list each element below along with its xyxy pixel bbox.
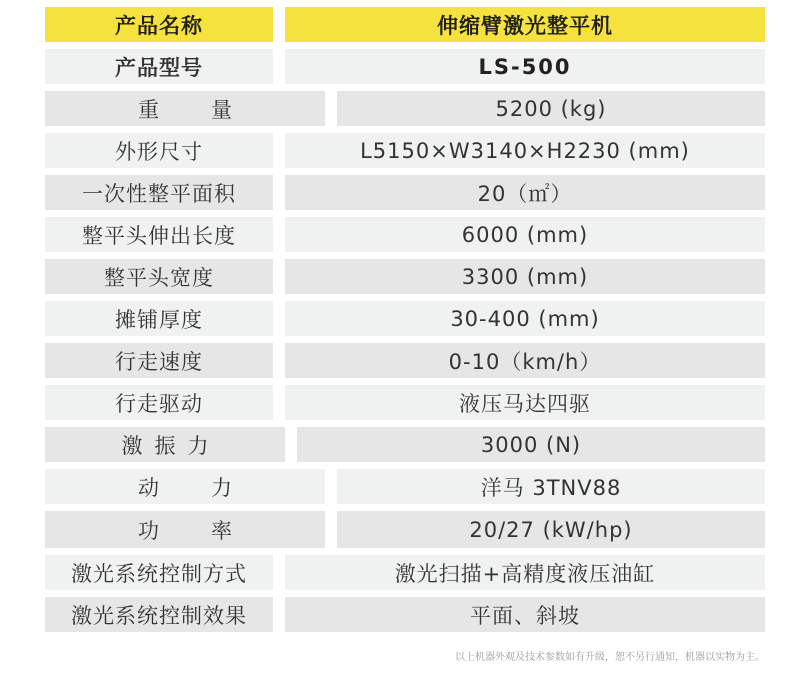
header-label-cell: 产品名称 [45,7,273,42]
spec-value-paving-thickness: 30-400 (mm) [285,301,765,336]
table-row [45,49,765,84]
header-value-cell: 伸缩臂激光整平机 [285,7,765,42]
table-row [45,175,765,210]
spec-value-laser-control-effect: 平面、斜坡 [285,597,765,632]
spec-label-leveling-area: 一次性整平面积 [45,175,273,210]
table-row [45,555,765,590]
spec-label-paving-thickness: 摊铺厚度 [45,301,273,336]
spec-value-leveling-area: 20（㎡） [285,175,765,210]
spec-label-travel-drive: 行走驱动 [45,385,273,420]
spec-value-travel-drive: 液压马达四驱 [285,385,765,420]
table-row [45,133,765,168]
spec-label-extension-length: 整平头伸出长度 [45,217,273,252]
spec-label-head-width: 整平头宽度 [45,259,273,294]
spec-label-weight: 重量 [45,91,325,126]
spec-value-laser-control-mode: 激光扫描+高精度液压油缸 [285,555,765,590]
spec-value-power-rating: 20/27 (kW/hp) [337,511,765,548]
spec-value-exciting-force: 3000 (N) [297,427,765,462]
table-row [45,385,765,420]
spec-label-dimensions: 外形尺寸 [45,133,273,168]
table-row [45,301,765,336]
table-row [45,91,765,126]
spec-table [45,7,765,639]
spec-value-dimensions: L5150×W3140×H2230 (mm) [285,133,765,168]
spec-value-power-source: 洋马 3TNV88 [337,469,765,504]
table-row [45,343,765,378]
table-row [45,259,765,294]
spec-label-travel-speed: 行走速度 [45,343,273,378]
spec-value-model: LS-500 [285,49,765,84]
table-row [45,511,765,548]
table-row [45,597,765,632]
spec-label-model: 产品型号 [45,49,273,84]
spec-label-power-source: 动力 [45,469,325,504]
spec-label-exciting-force: 激振力 [45,427,285,462]
spec-label-power-rating: 功率 [45,511,325,548]
table-row [45,427,765,462]
spec-label-laser-control-mode: 激光系统控制方式 [45,555,273,590]
spec-value-weight: 5200 (kg) [337,91,765,126]
table-row [45,217,765,252]
spec-value-extension-length: 6000 (mm) [285,217,765,252]
disclaimer-footnote: 以上机器外观及技术参数如有升级，恕不另行通知，机器以实物为主。 [455,652,765,663]
spec-value-head-width: 3300 (mm) [285,259,765,294]
table-header-row [45,7,765,42]
spec-value-travel-speed: 0-10（km/h） [285,343,765,378]
table-row [45,469,765,504]
spec-label-laser-control-effect: 激光系统控制效果 [45,597,273,632]
